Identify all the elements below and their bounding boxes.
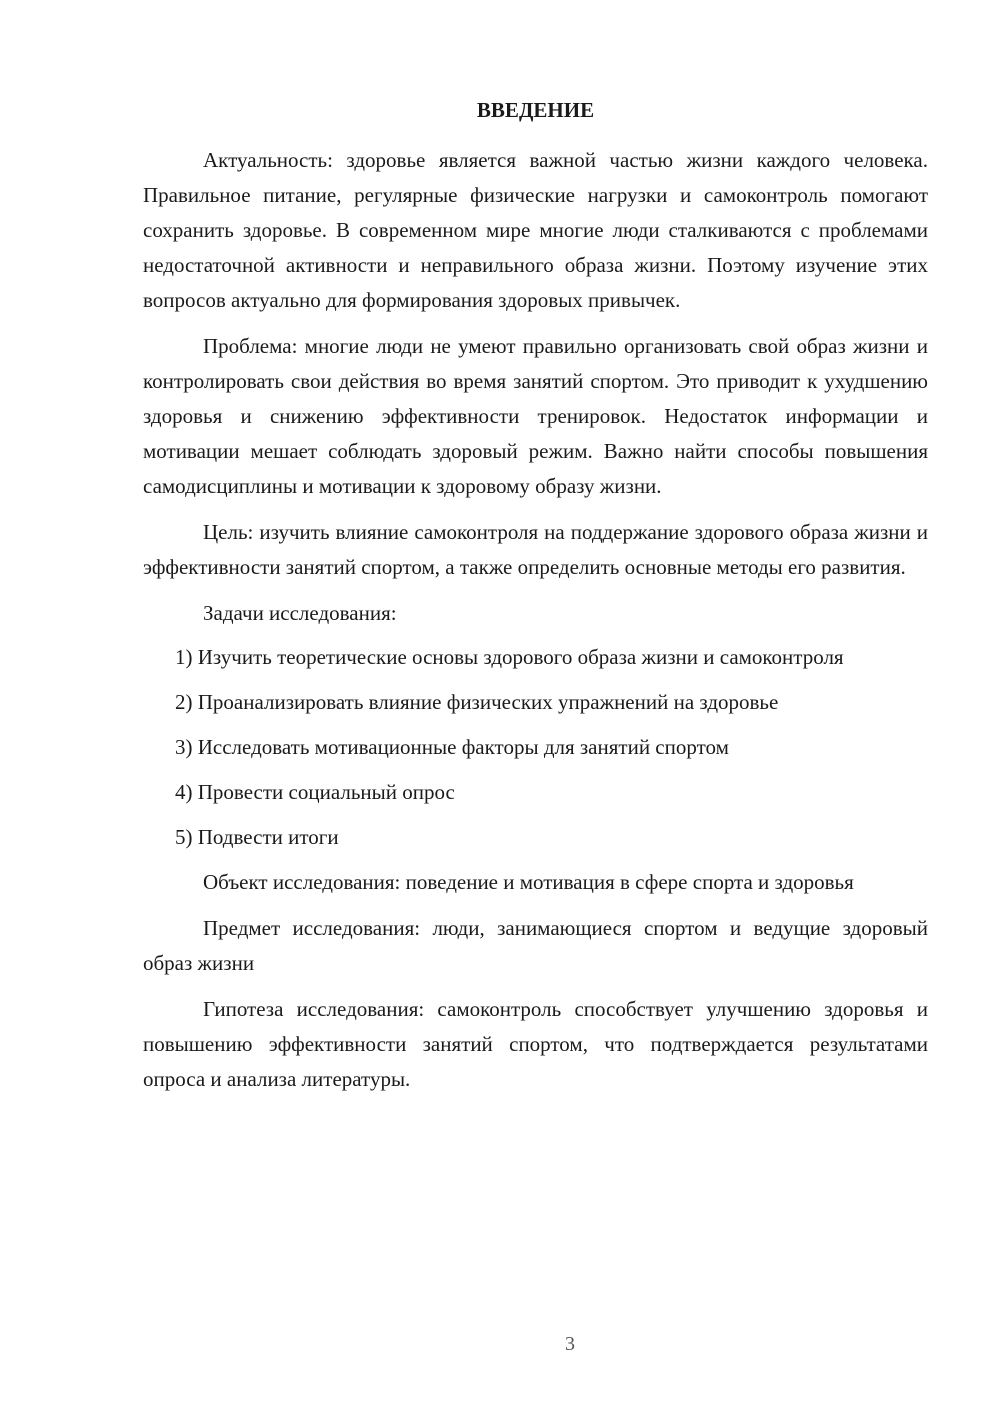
paragraph-hypothesis: Гипотеза исследования: самоконтроль способствует улучшению здоровья и повышению эффективности занятий спортом, что подтверждается результатами опроса и анализа литературы. — [143, 997, 928, 1091]
task-item: 3) Исследовать мотивационные факторы для занятий спортом — [175, 735, 729, 759]
task-item: 1) Изучить теоретические основы здорового образа жизни и самоконтроля — [175, 645, 844, 669]
tasks-heading: Задачи исследования: — [203, 601, 397, 625]
section-heading: ВВЕДЕНИЕ — [476, 98, 595, 122]
document-page — [143, 95, 928, 1108]
task-item: 5) Подвести итоги — [175, 825, 339, 849]
page-number: 3 — [565, 1333, 575, 1355]
paragraph-goal: Цель: изучить влияние самоконтроля на поддержание здорового образа жизни и эффективности занятий спортом, а также определить основные методы его развития. — [143, 520, 928, 579]
paragraph-subject: Предмет исследования: люди, занимающиеся спортом и ведущие здоровый образ жизни — [143, 916, 928, 975]
task-item: 4) Провести социальный опрос — [175, 780, 455, 804]
paragraph-relevance: Актуальность: здоровье является важной частью жизни каждого человека. Правильное питание, регулярные физические нагрузки и самоконтроль помогают сохранить здоровье. В современном мире многие люди сталкиваются с проблемами недостаточной активности и неправильного образа жизни. Поэтому изучение этих вопросов актуально для формирования здоровых привычек. — [143, 148, 928, 312]
paragraph-problem: Проблема: многие люди не умеют правильно организовать свой образ жизни и контролировать свои действия во время занятий спортом. Это приводит к ухудшению здоровья и снижению эффективности тренировок. Недостаток информации и мотивации мешает соблюдать здоровый режим. Важно найти способы повышения самодисциплины и мотивации к здоровому образу жизни. — [143, 334, 928, 498]
task-item: 2) Проанализировать влияние физических упражнений на здоровье — [175, 690, 779, 714]
paragraph-object: Объект исследования: поведение и мотивация в сфере спорта и здоровья — [203, 870, 854, 894]
